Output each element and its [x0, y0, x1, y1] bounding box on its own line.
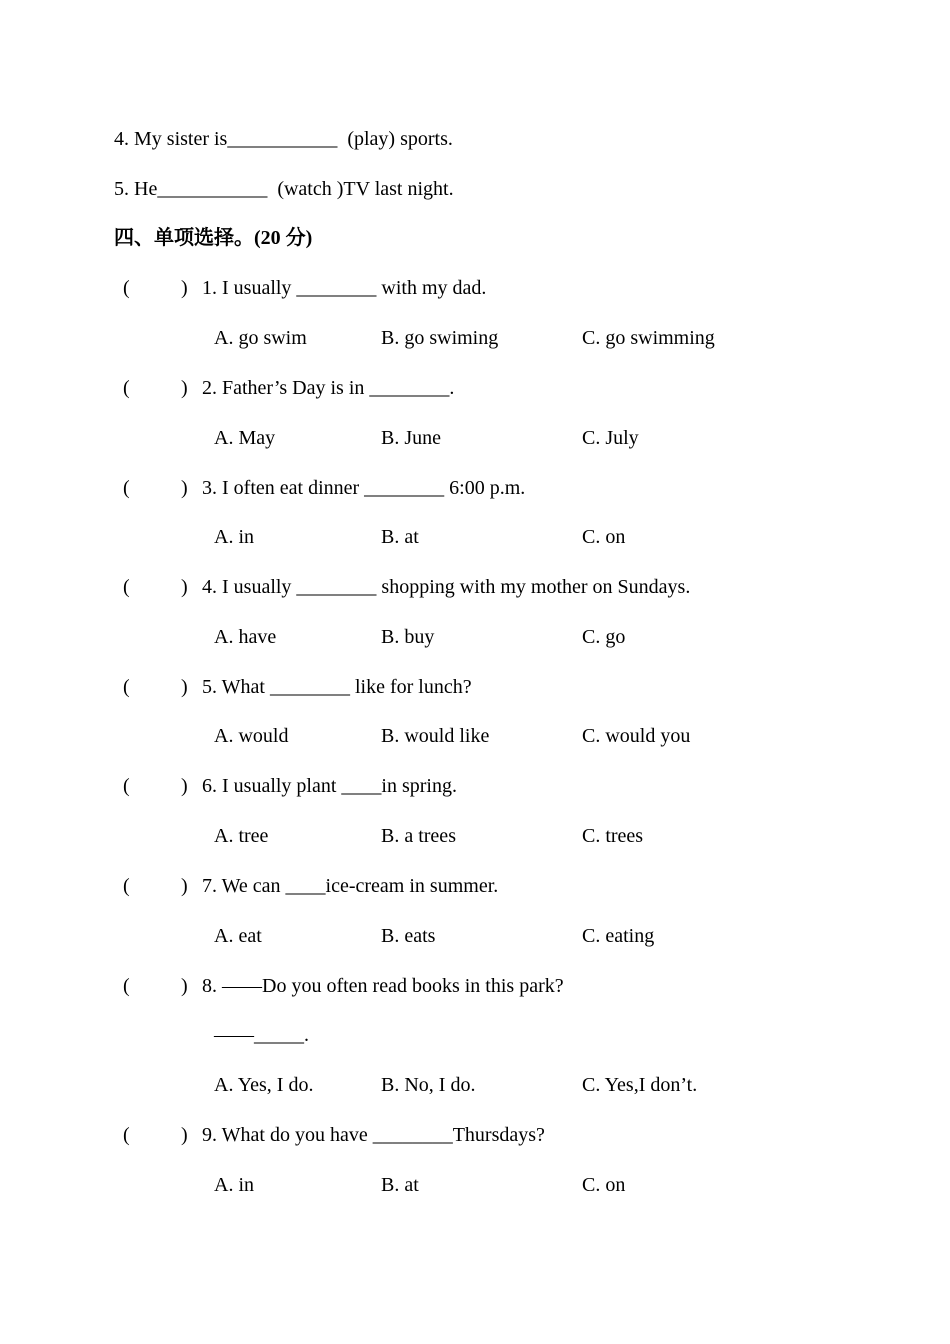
answer-paren-close: )	[181, 576, 188, 598]
fill-item-4: 4. My sister is___________ (play) sports.	[114, 128, 453, 150]
option-b: B. at	[381, 1174, 419, 1196]
answer-paren-close: )	[181, 975, 188, 997]
option-c: C. on	[582, 1174, 626, 1196]
option-c: C. Yes,I don’t.	[582, 1074, 698, 1096]
question-text: 2. Father’s Day is in ________.	[202, 377, 455, 399]
option-c: C. would you	[582, 725, 691, 747]
option-c: C. July	[582, 427, 639, 449]
option-a: A. Yes, I do.	[214, 1074, 314, 1096]
answer-paren-open: (	[123, 975, 130, 997]
option-a: A. May	[214, 427, 276, 449]
option-b: B. eats	[381, 925, 436, 947]
option-a: A. eat	[214, 925, 262, 947]
answer-paren-close: )	[181, 277, 188, 299]
question-text: 9. What do you have ________Thursdays?	[202, 1124, 545, 1146]
option-c: C. go swimming	[582, 327, 715, 349]
question-text: 3. I often eat dinner ________ 6:00 p.m.	[202, 477, 526, 499]
option-c: C. go	[582, 626, 626, 648]
answer-paren-close: )	[181, 875, 188, 897]
question-text: 7. We can ____ice-cream in summer.	[202, 875, 499, 897]
option-a: A. would	[214, 725, 289, 747]
question-text: 1. I usually ________ with my dad.	[202, 277, 487, 299]
answer-paren-open: (	[123, 377, 130, 399]
answer-paren-close: )	[181, 676, 188, 698]
question-text: 8. ——Do you often read books in this park?	[202, 975, 564, 997]
question-text: 5. What ________ like for lunch?	[202, 676, 472, 698]
option-a: A. in	[214, 1174, 254, 1196]
answer-paren-open: (	[123, 277, 130, 299]
answer-paren-close: )	[181, 477, 188, 499]
answer-paren-close: )	[181, 377, 188, 399]
option-c: C. eating	[582, 925, 655, 947]
answer-paren-close: )	[181, 1124, 188, 1146]
option-a: A. tree	[214, 825, 269, 847]
answer-paren-open: (	[123, 775, 130, 797]
option-a: A. in	[214, 526, 254, 548]
answer-paren-open: (	[123, 576, 130, 598]
option-b: B. would like	[381, 725, 490, 747]
answer-paren-open: (	[123, 1124, 130, 1146]
option-b: B. go swiming	[381, 327, 499, 349]
question-text: 6. I usually plant ____in spring.	[202, 775, 457, 797]
option-b: B. at	[381, 526, 419, 548]
fill-item-5: 5. He___________ (watch )TV last night.	[114, 178, 454, 200]
option-b: B. buy	[381, 626, 435, 648]
answer-paren-open: (	[123, 676, 130, 698]
answer-paren-open: (	[123, 477, 130, 499]
option-c: C. trees	[582, 825, 644, 847]
option-a: A. have	[214, 626, 277, 648]
option-c: C. on	[582, 526, 626, 548]
answer-paren-open: (	[123, 875, 130, 897]
option-b: B. a trees	[381, 825, 456, 847]
option-b: B. June	[381, 427, 441, 449]
option-b: B. No, I do.	[381, 1074, 476, 1096]
question-text: 4. I usually ________ shopping with my mother on Sundays.	[202, 576, 691, 598]
answer-line: ——_____.	[214, 1024, 309, 1046]
answer-paren-close: )	[181, 775, 188, 797]
section-title: 四、单项选择。(20 分)	[114, 227, 313, 249]
option-a: A. go swim	[214, 327, 307, 349]
